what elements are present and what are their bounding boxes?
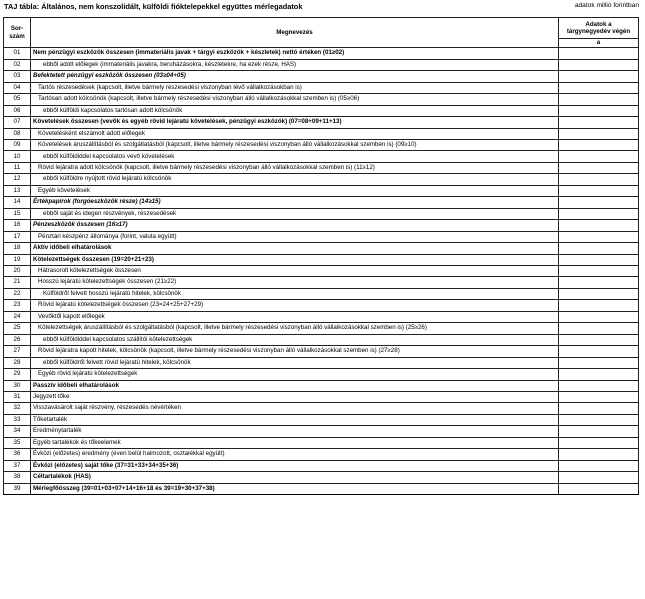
row-number: 25 bbox=[4, 323, 31, 334]
table-row bbox=[4, 162, 639, 173]
table-row bbox=[4, 105, 639, 116]
table-row bbox=[4, 426, 639, 437]
row-value-cell[interactable] bbox=[559, 414, 639, 425]
row-number: 38 bbox=[4, 472, 31, 483]
table-row bbox=[4, 300, 639, 311]
row-number: 18 bbox=[4, 243, 31, 254]
row-number: 24 bbox=[4, 311, 31, 322]
row-value-cell[interactable] bbox=[559, 266, 639, 277]
row-value-cell[interactable] bbox=[559, 323, 639, 334]
row-number: 13 bbox=[4, 185, 31, 196]
row-value-cell[interactable] bbox=[559, 94, 639, 105]
row-value-cell[interactable] bbox=[559, 59, 639, 70]
row-number: 06 bbox=[4, 105, 31, 116]
table-row bbox=[4, 346, 639, 357]
table-row bbox=[4, 460, 639, 471]
row-description: Rövid lejáratra kapott hitelek, kölcsönök (kapcsolt, illetve bármely részesedési viszonyban álló vállalkozásokkal szemben is) (27≥28) bbox=[31, 346, 559, 357]
row-description: Hosszú lejáratú kötelezettségek összesen (21≥22) bbox=[31, 277, 559, 288]
table-row bbox=[4, 185, 639, 196]
table-row bbox=[4, 94, 639, 105]
table-row bbox=[4, 208, 639, 219]
row-description: ebből adott előlegek (immateriális javakra, beruházásokra, készletekre, ha ezek része, HAS) bbox=[31, 59, 559, 70]
table-row bbox=[4, 151, 639, 162]
row-value-cell[interactable] bbox=[559, 48, 639, 59]
row-description: Évközi (előzetes) eredmény (éven belül halmozott, osztalékkal együtt) bbox=[31, 449, 559, 460]
row-description: Tartós részesedések (kapcsolt, illetve bármely részesedési viszonyban lévő vállalkozásokban is) bbox=[31, 82, 559, 93]
row-number: 27 bbox=[4, 346, 31, 357]
row-description: ebből saját és idegen részvények, részesedések bbox=[31, 208, 559, 219]
row-description: Tőketartalék bbox=[31, 414, 559, 425]
row-number: 35 bbox=[4, 437, 31, 448]
row-number: 21 bbox=[4, 277, 31, 288]
table-row bbox=[4, 392, 639, 403]
row-value-cell[interactable] bbox=[559, 437, 639, 448]
row-number: 31 bbox=[4, 392, 31, 403]
row-value-cell[interactable] bbox=[559, 403, 639, 414]
row-description: Eredménytartalék bbox=[31, 426, 559, 437]
table-row bbox=[4, 437, 639, 448]
row-number: 17 bbox=[4, 231, 31, 242]
row-description: ebből külföldi kapcsolatos tartósan adott kölcsönök bbox=[31, 105, 559, 116]
row-value-cell[interactable] bbox=[559, 151, 639, 162]
table-row bbox=[4, 311, 639, 322]
table-row bbox=[4, 472, 639, 483]
table-row bbox=[4, 220, 639, 231]
row-value-cell[interactable] bbox=[559, 334, 639, 345]
row-number: 29 bbox=[4, 369, 31, 380]
row-value-cell[interactable] bbox=[559, 105, 639, 116]
row-description: ebből külföldre nyújtott rövid lejáratú kölcsönök bbox=[31, 174, 559, 185]
row-value-cell[interactable] bbox=[559, 426, 639, 437]
row-description: Tartósan adott kölcsönök (kapcsolt, illetve bármely részesedési viszonyban álló vállalkozásokkal szemben is) (05≥06) bbox=[31, 94, 559, 105]
row-value-cell[interactable] bbox=[559, 197, 639, 208]
row-value-cell[interactable] bbox=[559, 288, 639, 299]
row-value-cell[interactable] bbox=[559, 357, 639, 368]
row-number: 39 bbox=[4, 483, 31, 494]
row-value-cell[interactable] bbox=[559, 243, 639, 254]
table-row bbox=[4, 231, 639, 242]
row-value-cell[interactable] bbox=[559, 300, 639, 311]
table-row bbox=[4, 357, 639, 368]
header-value: Adatok a tárgynegyedév végén bbox=[559, 18, 639, 39]
table-row bbox=[4, 48, 639, 59]
row-number: 05 bbox=[4, 94, 31, 105]
row-value-cell[interactable] bbox=[559, 483, 639, 494]
table-row bbox=[4, 288, 639, 299]
row-description: Pénzeszközök összesen (16≥17) bbox=[31, 220, 559, 231]
row-description: Egyéb követelések bbox=[31, 185, 559, 196]
row-description: Követelések áruszállításból és szolgáltatásból (kapcsolt, illetve bármely részesedési viszonyban álló vállalkozásokkal szemben is) (09≥10) bbox=[31, 140, 559, 151]
row-value-cell[interactable] bbox=[559, 220, 639, 231]
row-description: Visszavásárolt saját részvény, részesedés névértéken bbox=[31, 403, 559, 414]
row-description: Vevőktől kapott előlegek bbox=[31, 311, 559, 322]
table-row bbox=[4, 323, 639, 334]
table-row bbox=[4, 380, 639, 391]
balance-sheet-table bbox=[3, 17, 639, 495]
row-value-cell[interactable] bbox=[559, 185, 639, 196]
row-number: 36 bbox=[4, 449, 31, 460]
table-row bbox=[4, 254, 639, 265]
table-row bbox=[4, 174, 639, 185]
row-value-cell[interactable] bbox=[559, 128, 639, 139]
unit-note: adatok millió forintban bbox=[574, 2, 639, 9]
row-number: 15 bbox=[4, 208, 31, 219]
row-description: Kötelezettségek összesen (19=20+21+23) bbox=[31, 254, 559, 265]
row-description: Befektetett pénzügyi eszközök összesen (03≥04+05) bbox=[31, 71, 559, 82]
table-title: TAJ tábla: Általános, nem konszolidált, külföldi fióktelepekkel együttes mérlegadatok bbox=[4, 2, 303, 11]
row-value-cell[interactable] bbox=[559, 392, 639, 403]
row-number: 23 bbox=[4, 300, 31, 311]
row-description: Hátrasorolt kötelezettségek összesen bbox=[31, 266, 559, 277]
row-description: Követelések összesen (vevők és egyéb rövid lejáratú követelések, pénzügyi eszközök) (07=08+09+11+13) bbox=[31, 117, 559, 128]
row-number: 08 bbox=[4, 128, 31, 139]
row-description: Kötelezettségek áruszállításból és szolgáltatásból (kapcsolt, illetve bármely részesedési viszonyban álló vállalkozásokkal szemben is) (25≥26) bbox=[31, 323, 559, 334]
row-value-cell[interactable] bbox=[559, 254, 639, 265]
row-number: 12 bbox=[4, 174, 31, 185]
table-row bbox=[4, 140, 639, 151]
row-value-cell[interactable] bbox=[559, 460, 639, 471]
table-row bbox=[4, 266, 639, 277]
table-row bbox=[4, 117, 639, 128]
row-description: Követelésként elszámolt adott előlegek bbox=[31, 128, 559, 139]
row-value-cell[interactable] bbox=[559, 449, 639, 460]
row-number: 28 bbox=[4, 357, 31, 368]
row-number: 20 bbox=[4, 266, 31, 277]
row-description: Mérlegfőösszeg (39=01+03+07+14+16+18 és 39=19+30+37+38) bbox=[31, 483, 559, 494]
row-description: Értékpapírok (forgóeszközök része) (14≥15) bbox=[31, 197, 559, 208]
header-value-column-a: a bbox=[559, 39, 639, 48]
table-row bbox=[4, 197, 639, 208]
row-number: 07 bbox=[4, 117, 31, 128]
table-row bbox=[4, 414, 639, 425]
row-number: 02 bbox=[4, 59, 31, 70]
row-description: Rövid lejáratra adott kölcsönök (kapcsolt, illetve bármely részesedési viszonyban álló vállalkozásokkal szemben is) (11≥12) bbox=[31, 162, 559, 173]
row-number: 16 bbox=[4, 220, 31, 231]
table-row bbox=[4, 82, 639, 93]
row-description: Évközi (előzetes) saját tőke (37=31+33+34+35+36) bbox=[31, 460, 559, 471]
title-bar bbox=[0, 0, 645, 14]
table-row bbox=[4, 128, 639, 139]
row-description: Egyéb tartalékok és tőkeelemek bbox=[31, 437, 559, 448]
row-number: 09 bbox=[4, 140, 31, 151]
row-description: Aktív időbeli elhatárolások bbox=[31, 243, 559, 254]
table-row bbox=[4, 334, 639, 345]
row-number: 19 bbox=[4, 254, 31, 265]
row-number: 22 bbox=[4, 288, 31, 299]
header-description: Megnevezés bbox=[31, 18, 559, 48]
row-description: Nem pénzügyi eszközök összesen (immateriális javak + tárgyi eszközök + készletek) nettó értéken (01≥02) bbox=[31, 48, 559, 59]
row-number: 01 bbox=[4, 48, 31, 59]
row-description: ebből külföldiddel kapcsolatos szállítói kötelezettségek bbox=[31, 334, 559, 345]
row-number: 03 bbox=[4, 71, 31, 82]
row-value-cell[interactable] bbox=[559, 140, 639, 151]
row-value-cell[interactable] bbox=[559, 369, 639, 380]
row-description: Céltartalékok (HAS) bbox=[31, 472, 559, 483]
row-value-cell[interactable] bbox=[559, 380, 639, 391]
row-number: 04 bbox=[4, 82, 31, 93]
table-row bbox=[4, 71, 639, 82]
row-description: Jegyzett tőke bbox=[31, 392, 559, 403]
row-number: 32 bbox=[4, 403, 31, 414]
row-value-cell[interactable] bbox=[559, 162, 639, 173]
row-number: 26 bbox=[4, 334, 31, 345]
table-row bbox=[4, 243, 639, 254]
row-value-cell[interactable] bbox=[559, 346, 639, 357]
row-number: 33 bbox=[4, 414, 31, 425]
row-number: 37 bbox=[4, 460, 31, 471]
row-description: Külföldről felvett hosszú lejáratú hitelek, kölcsönök bbox=[31, 288, 559, 299]
row-description: Passzív időbeli elhatárolások bbox=[31, 380, 559, 391]
table-row bbox=[4, 483, 639, 494]
row-value-cell[interactable] bbox=[559, 117, 639, 128]
row-description: Egyéb rövid lejáratú kötelezettségek bbox=[31, 369, 559, 380]
row-value-cell[interactable] bbox=[559, 208, 639, 219]
table-body bbox=[4, 48, 639, 495]
row-value-cell[interactable] bbox=[559, 71, 639, 82]
table-row bbox=[4, 277, 639, 288]
table-row bbox=[4, 59, 639, 70]
row-number: 30 bbox=[4, 380, 31, 391]
table-row bbox=[4, 403, 639, 414]
row-number: 11 bbox=[4, 162, 31, 173]
row-description: Pénztári készpénz állománya (forint, valuta együtt) bbox=[31, 231, 559, 242]
row-value-cell[interactable] bbox=[559, 311, 639, 322]
row-number: 10 bbox=[4, 151, 31, 162]
row-number: 14 bbox=[4, 197, 31, 208]
row-value-cell[interactable] bbox=[559, 174, 639, 185]
row-value-cell[interactable] bbox=[559, 472, 639, 483]
row-description: ebből külföldről felvett rövid lejáratú hitelek, kölcsönök bbox=[31, 357, 559, 368]
row-value-cell[interactable] bbox=[559, 82, 639, 93]
table-row bbox=[4, 449, 639, 460]
row-description: ebből külföldiddel kapcsolatos vevő követelések bbox=[31, 151, 559, 162]
row-value-cell[interactable] bbox=[559, 231, 639, 242]
row-description: Rövid lejáratú kötelezettségek összesen (23=24+25+27+29) bbox=[31, 300, 559, 311]
table-row bbox=[4, 369, 639, 380]
header-row-number: Sor- szám bbox=[4, 18, 31, 48]
row-number: 34 bbox=[4, 426, 31, 437]
row-value-cell[interactable] bbox=[559, 277, 639, 288]
